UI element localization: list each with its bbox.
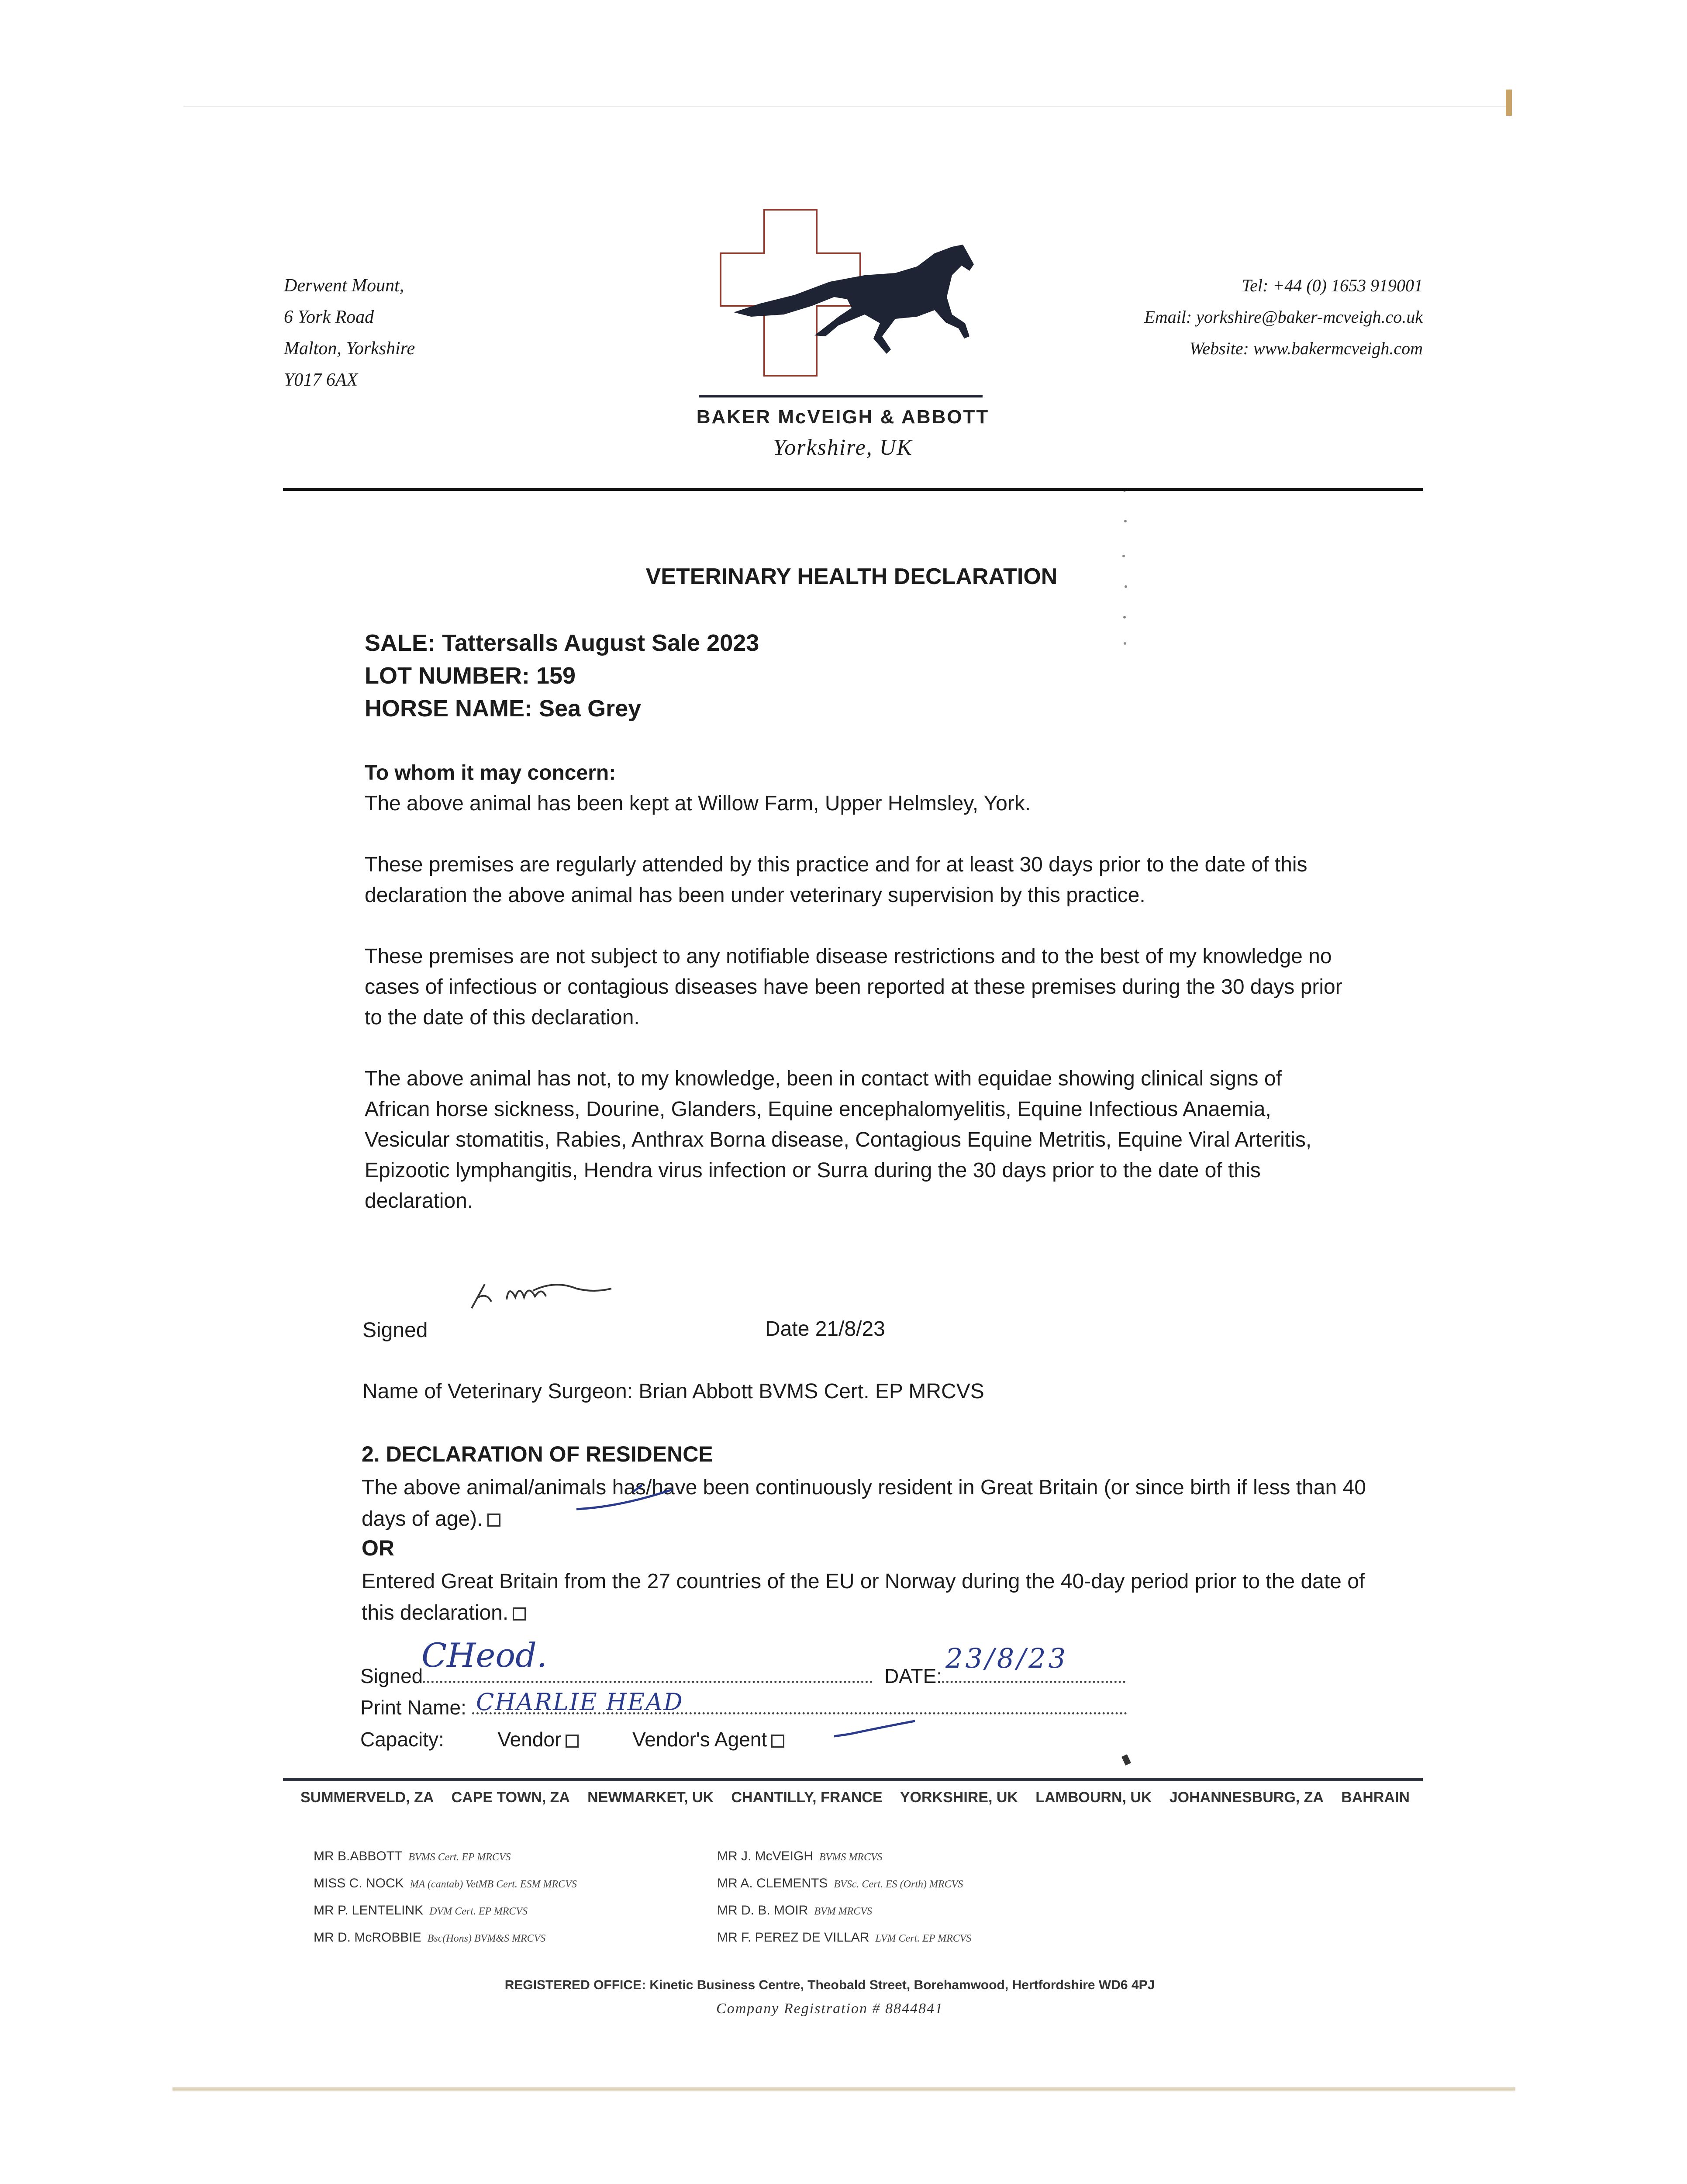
scan-edge-top: [183, 106, 1511, 107]
address-line: Derwent Mount,: [284, 276, 404, 296]
office-item: NEWMARKET, UK: [587, 1789, 714, 1806]
concern-block: [365, 758, 1347, 819]
partner-name: MR F. PEREZ DE VILLAR: [717, 1930, 869, 1945]
partner-entry: [717, 1925, 971, 1952]
handwritten-signature: CHeod.: [421, 1636, 547, 1675]
residence-heading: 2. DECLARATION OF RESIDENCE: [362, 1442, 713, 1466]
signed-label: Signed: [360, 1665, 423, 1687]
logo-rule: [699, 395, 983, 397]
residence-option-1-text: The above animal/animals has/have been continuously resident in Great Britain (or since birth if less than 40 days of age).: [362, 1476, 1366, 1531]
premises-statement: The above animal has been kept at Willow Farm, Upper Helmsley, York.: [365, 792, 1031, 815]
partner-quals: BVMS MRCVS: [819, 1852, 883, 1863]
firm-location: Yorkshire, UK: [773, 435, 913, 460]
galloping-horse-icon: [734, 245, 974, 354]
scan-tab: [1506, 90, 1512, 116]
office-item: CHANTILLY, FRANCE: [731, 1789, 883, 1806]
phone-number: Tel: +44 (0) 1653 919001: [1242, 276, 1423, 295]
date-line[interactable]: [942, 1676, 1125, 1683]
partner-name: MR P. LENTELINK: [314, 1903, 424, 1918]
partner-name: MR B.ABBOTT: [314, 1849, 403, 1863]
email-address: Email: yorkshire@baker-mcveigh.co.uk: [1144, 307, 1423, 327]
partner-entry: [314, 1925, 577, 1952]
salutation: To whom it may concern:: [365, 761, 616, 784]
partner-entry: [314, 1897, 577, 1925]
partner-name: MR J. McVEIGH: [717, 1849, 814, 1863]
signature-line[interactable]: [423, 1676, 873, 1683]
date-label: DATE:: [884, 1665, 942, 1687]
vendor-checkbox[interactable]: [566, 1735, 579, 1748]
sale-name: SALE: Tattersalls August Sale 2023: [365, 630, 759, 656]
vendor-option: [498, 1728, 579, 1751]
partner-entry: [314, 1843, 577, 1870]
partner-quals: BVM MRCVS: [814, 1906, 872, 1917]
document-title: VETERINARY HEALTH DECLARATION: [645, 564, 1058, 589]
office-item: YORKSHIRE, UK: [900, 1789, 1018, 1806]
website-address: Website: www.bakermcveigh.com: [1189, 339, 1423, 358]
partner-name: MR A. CLEMENTS: [717, 1876, 828, 1890]
vet-signed-date: Date 21/8/23: [765, 1317, 885, 1341]
agent-label: Vendor's Agent: [632, 1728, 767, 1751]
firm-contact: [1144, 270, 1423, 364]
vet-signed-label: Signed: [362, 1319, 428, 1342]
capacity-label: Capacity:: [360, 1728, 444, 1751]
office-locations: [300, 1789, 1410, 1806]
supervision-paragraph: These premises are regularly attended by this practice and for at least 30 days prior to the date of this declaration the above animal has been under veterinary supervision by this practice.: [365, 853, 1308, 907]
residence-option-2: [362, 1566, 1375, 1629]
company-registration: Company Registration # 8844841: [716, 2001, 943, 2017]
firm-logo: [707, 205, 978, 389]
office-item: SUMMERVELD, ZA: [300, 1789, 434, 1806]
handwritten-name: CHARLIE HEAD: [476, 1688, 683, 1716]
partner-entry: [314, 1870, 577, 1897]
partner-quals: BVMS Cert. EP MRCVS: [408, 1852, 511, 1863]
firm-name: BAKER McVEIGH & ABBOTT: [696, 406, 990, 428]
partner-name: MISS C. NOCK: [314, 1876, 404, 1890]
partner-quals: BVSc. Cert. ES (Orth) MRCVS: [834, 1879, 963, 1890]
partner-entry: [717, 1843, 971, 1870]
vet-signature: [467, 1267, 616, 1315]
partner-entry: [717, 1897, 971, 1925]
scan-edge-bottom: [172, 2087, 1515, 2091]
partner-name: MR D. B. MOIR: [717, 1903, 808, 1918]
agent-option: [632, 1728, 784, 1751]
office-item: BAHRAIN: [1341, 1789, 1410, 1806]
lot-number: LOT NUMBER: 159: [365, 663, 576, 689]
office-item: JOHANNESBURG, ZA: [1169, 1789, 1324, 1806]
print-name-label: Print Name:: [360, 1696, 466, 1719]
firm-address: [284, 270, 415, 396]
office-item: LAMBOURN, UK: [1035, 1789, 1152, 1806]
ink-mark: [1121, 1754, 1131, 1766]
partner-entry: [717, 1870, 971, 1897]
office-item: CAPE TOWN, ZA: [451, 1789, 570, 1806]
address-line: Y017 6AX: [284, 370, 358, 390]
capacity-row: [360, 1728, 784, 1751]
partner-quals: MA (cantab) VetMB Cert. ESM MRCVS: [410, 1879, 577, 1890]
handwritten-strike: [568, 1483, 699, 1518]
registered-office: REGISTERED OFFICE: Kinetic Business Centre, Theobald Street, Borehamwood, Hertfordshire WD6 4PJ: [504, 1978, 1155, 1992]
residence-option-1-checkbox[interactable]: [487, 1514, 500, 1527]
residence-option-2-text: Entered Great Britain from the 27 countries of the EU or Norway during the 40-day period prior to the date of this declaration.: [362, 1570, 1365, 1624]
address-line: 6 York Road: [284, 307, 374, 327]
handwritten-tick-mark: [832, 1717, 919, 1743]
handwritten-date: 23/8/23: [945, 1642, 1069, 1674]
restrictions-paragraph: These premises are not subject to any notifiable disease restrictions and to the best of my knowledge no cases of infectious or contagious diseases have been reported at these premises during the 30 days prior to the date of this declaration.: [365, 945, 1342, 1029]
vet-surgeon-name: Name of Veterinary Surgeon: Brian Abbott BVMS Cert. EP MRCVS: [362, 1380, 984, 1403]
partner-quals: Bsc(Hons) BVM&S MRCVS: [427, 1933, 546, 1944]
print-name-row: [360, 1696, 1127, 1719]
partner-name: MR D. McROBBIE: [314, 1930, 421, 1945]
horse-name: HORSE NAME: Sea Grey: [365, 695, 642, 722]
diseases-paragraph: The above animal has not, to my knowledge, been in contact with equidae showing clinical signs of African horse sickness, Dourine, Glanders, Equine encephalomyelitis, Equine Infectious Anaemia, Vesicular stomatitis, Rabies, Anthrax Borna disease, Contagious Equine Metritis, Equine Viral Arteritis, Epizootic lymphangitis, Hendra virus infection or Surra during the 30 days prior to the date of this declaration.: [365, 1067, 1312, 1213]
partners-right: [717, 1843, 971, 1952]
sale-details: [365, 627, 759, 725]
header-divider: [283, 488, 1423, 491]
residence-option-1: [362, 1472, 1375, 1535]
agent-checkbox[interactable]: [771, 1735, 784, 1748]
partner-quals: LVM Cert. EP MRCVS: [875, 1933, 972, 1944]
vendor-label: Vendor: [497, 1728, 562, 1751]
footer-divider: [283, 1778, 1423, 1781]
residence-option-2-checkbox[interactable]: [513, 1607, 526, 1621]
or-label: OR: [362, 1536, 394, 1560]
address-line: Malton, Yorkshire: [284, 339, 415, 359]
partners-left: [314, 1843, 577, 1952]
partner-quals: DVM Cert. EP MRCVS: [429, 1906, 528, 1917]
